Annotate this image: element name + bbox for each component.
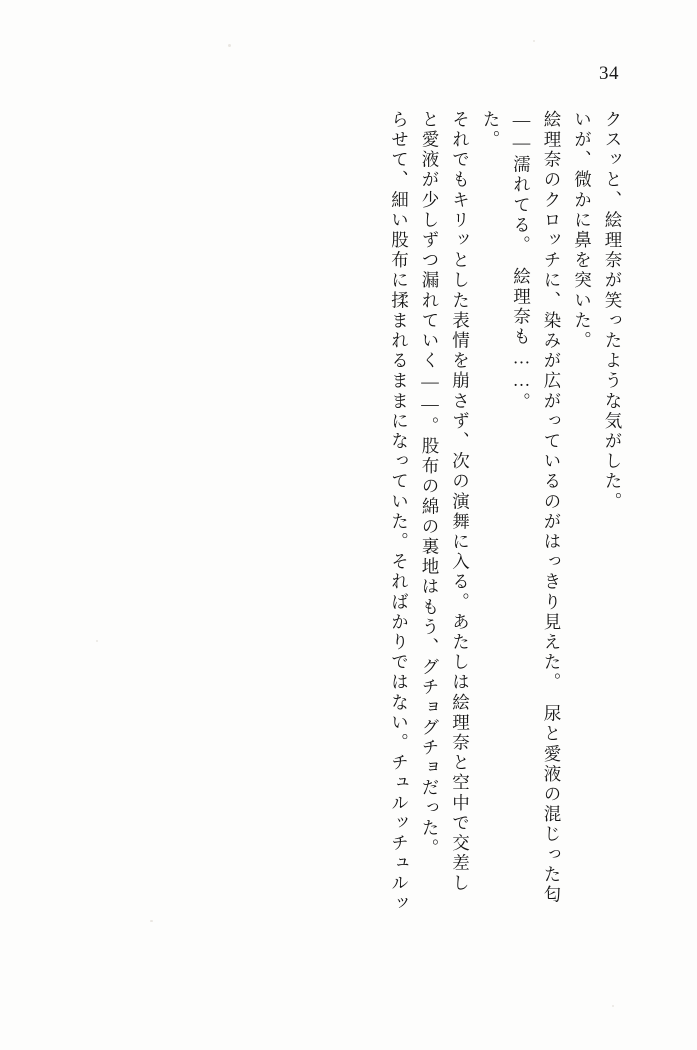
body-line: 絵理奈のクロッチに、染みが広がっているのがはっきり見えた。 尿と愛液の混じった匂 (542, 110, 562, 906)
body-line: いが、微かに鼻を突いた。 (572, 110, 593, 352)
paper-speck (228, 44, 231, 47)
body-line: クスッと、絵理奈が笑ったような気がした。 (603, 110, 623, 512)
body-line: と愛液が少しずつ漏れていく——。股布の綿の裏地はもう、グチョグチョだった。 (420, 110, 440, 859)
page-number: 34 (599, 63, 619, 84)
body-line: た。 (481, 110, 501, 151)
body-line: らせて、細い股布に揉まれるままになっていた。そればかりではない。チュルッチュルッ (389, 110, 410, 914)
paper-speck (96, 640, 98, 642)
body-line: それでもキリッとした表情を崩さず、次の演舞に入る。あたしは絵理奈と空中で交差し (450, 110, 471, 894)
body-line: ——濡れてる。 絵理奈も……。 (511, 110, 532, 413)
paper-speck (612, 1005, 614, 1007)
paper-speck (533, 40, 535, 42)
paper-speck (150, 920, 153, 922)
body-text-block (390, 110, 621, 990)
